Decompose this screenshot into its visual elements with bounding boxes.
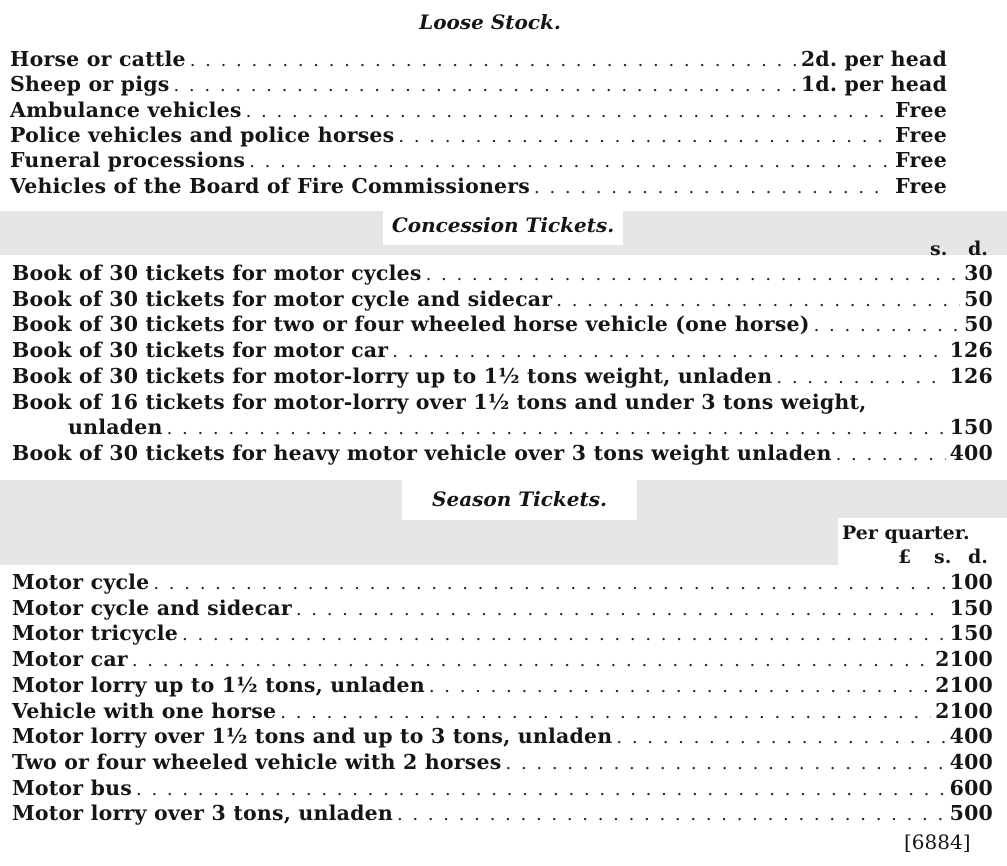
table-row (12, 673, 993, 699)
pounds-value: 1 (949, 621, 965, 646)
leader-dots (814, 313, 960, 338)
shillings-value: 40 (949, 440, 979, 465)
pence-value: 0 (978, 749, 993, 774)
concession-col-s: s. (930, 238, 948, 260)
pence-value: 0 (978, 724, 993, 749)
leader-dots (506, 751, 946, 776)
row-label: unladen (68, 415, 163, 440)
pence-value: 0 (978, 775, 993, 800)
leader-dots (190, 48, 797, 73)
shillings-value: 0 (964, 749, 979, 774)
pounds-value: 1 (949, 570, 965, 594)
concession-col-d: d. (968, 238, 988, 260)
leader-dots (246, 99, 892, 124)
pence-value: 0 (978, 595, 993, 620)
pence-value: 0 (978, 440, 993, 465)
pounds-value: 6 (949, 775, 965, 800)
table-row (68, 415, 993, 441)
leader-dots (296, 597, 946, 622)
row-value: Free (895, 122, 947, 147)
leader-dots (153, 571, 945, 596)
row-label: Funeral processions (10, 148, 246, 173)
table-row (10, 148, 947, 174)
leader-dots (776, 365, 945, 390)
table-row (10, 98, 947, 124)
pounds-value: 2 (935, 698, 950, 723)
leader-dots (173, 73, 796, 98)
row-value: Free (895, 97, 947, 122)
shillings-value: 12 (949, 363, 979, 388)
shillings-value: 5 (964, 312, 979, 337)
row-value: 2d. per head (800, 47, 947, 71)
shillings-value: 10 (949, 647, 979, 672)
pounds-value: 5 (949, 801, 965, 826)
leader-dots (249, 149, 891, 174)
pence-value: 0 (978, 698, 993, 723)
row-label: Horse or cattle (10, 47, 186, 71)
pence-value: 6 (978, 338, 993, 363)
season-col-d: d. (968, 546, 988, 568)
pounds-value: 4 (949, 749, 965, 774)
pounds-value: 4 (949, 724, 965, 749)
table-row (12, 776, 993, 802)
shillings-value: 0 (964, 775, 979, 800)
row-label: Two or four wheeled vehicle with 2 horses (12, 749, 502, 774)
pence-value: 0 (978, 647, 993, 672)
table-row (10, 72, 947, 98)
leader-dots (616, 725, 945, 750)
leader-dots (392, 339, 945, 364)
leader-dots (132, 648, 931, 673)
row-value: Free (895, 148, 947, 173)
season-heading: Season Tickets. (432, 487, 607, 511)
pence-value: 0 (978, 801, 993, 826)
table-row (10, 174, 947, 200)
row-label: Ambulance vehicles (10, 97, 242, 122)
table-row (12, 750, 993, 776)
table-row (12, 647, 993, 673)
shillings-value: 10 (949, 672, 979, 697)
pence-value: 0 (978, 570, 993, 594)
pence-value: 0 (978, 621, 993, 646)
per-quarter-label: Per quarter. (842, 522, 970, 544)
leader-dots (397, 802, 946, 827)
pounds-value: 1 (949, 595, 965, 620)
leader-dots (398, 124, 891, 149)
row-label: Book of 30 tickets for two or four wheeled horse vehicle (one horse) (12, 312, 810, 337)
pence-value: 0 (978, 415, 993, 440)
leader-dots (836, 442, 946, 467)
row-label: Motor car (12, 647, 128, 672)
shillings-value: 0 (964, 801, 979, 826)
table-row (12, 621, 993, 647)
table-row (12, 364, 993, 390)
leader-dots (426, 262, 960, 287)
row-label: Motor lorry up to 1½ tons, unladen (12, 672, 425, 697)
table-row (12, 338, 993, 364)
reference-number: [6884] (904, 830, 971, 854)
row-label: Motor cycle and sidecar (12, 595, 292, 620)
concession-heading: Concession Tickets. (391, 213, 615, 237)
row-label: Motor tricycle (12, 621, 179, 646)
table-row (12, 261, 993, 287)
shillings-value: 5 (964, 621, 979, 646)
season-col-s: s. (934, 546, 952, 568)
leader-dots (167, 416, 946, 441)
leader-dots (182, 622, 946, 647)
row-label: Book of 30 tickets for motor-lorry up to 1½ tons weight, unladen (12, 363, 773, 388)
row-label: Book of 30 tickets for motor cycles (12, 261, 422, 285)
table-row (10, 47, 947, 73)
table-row (12, 801, 993, 827)
row-label: Book of 30 tickets for motor car (12, 338, 389, 363)
table-row (12, 441, 993, 467)
pounds-value: 2 (935, 672, 950, 697)
table-row (12, 570, 993, 596)
leader-dots (556, 288, 960, 313)
table-row (12, 312, 993, 338)
pence-value: 0 (978, 286, 993, 311)
row-value: Free (895, 173, 947, 198)
table-row (12, 699, 993, 725)
row-label: Book of 30 tickets for heavy motor vehicle over 3 tons weight unladen (12, 440, 832, 465)
leader-dots (136, 777, 946, 802)
row-label: Vehicle with one horse (12, 698, 277, 723)
row-value: 1d. per head (800, 72, 947, 97)
row-label: Motor cycle (12, 570, 150, 594)
row-label: Police vehicles and police horses (10, 122, 395, 147)
pence-value: 0 (978, 672, 993, 697)
loose-stock-heading: Loose Stock. (419, 10, 561, 34)
table-row (12, 287, 993, 313)
shillings-value: 0 (964, 724, 979, 749)
leader-dots (429, 674, 931, 699)
shillings-value: 5 (964, 286, 979, 311)
table-row (12, 390, 993, 415)
pence-value: 0 (978, 261, 993, 285)
leader-dots (280, 700, 931, 725)
row-label: Sheep or pigs (10, 72, 170, 97)
leader-dots (534, 175, 891, 200)
table-row (12, 596, 993, 622)
season-col-pounds: £ (898, 546, 912, 568)
table-row (12, 724, 993, 750)
row-label: Vehicles of the Board of Fire Commissioners (10, 173, 531, 198)
pounds-value: 2 (935, 647, 950, 672)
shillings-value: 10 (949, 698, 979, 723)
pence-value: 6 (978, 363, 993, 388)
pence-value: 0 (978, 312, 993, 337)
shillings-value: 5 (964, 595, 979, 620)
shillings-value: 15 (949, 415, 979, 440)
shillings-value: 0 (964, 570, 979, 594)
shillings-value: 3 (964, 261, 979, 285)
shillings-value: 12 (949, 338, 979, 363)
row-label: Motor lorry over 1½ tons and up to 3 tons, unladen (12, 724, 613, 749)
row-label: Book of 30 tickets for motor cycle and sidecar (12, 286, 553, 311)
row-label: Book of 16 tickets for motor-lorry over 1½ tons and under 3 tons weight, (12, 389, 867, 414)
row-label: Motor bus (12, 775, 133, 800)
row-label: Motor lorry over 3 tons, unladen (12, 801, 393, 826)
table-row (10, 123, 947, 149)
